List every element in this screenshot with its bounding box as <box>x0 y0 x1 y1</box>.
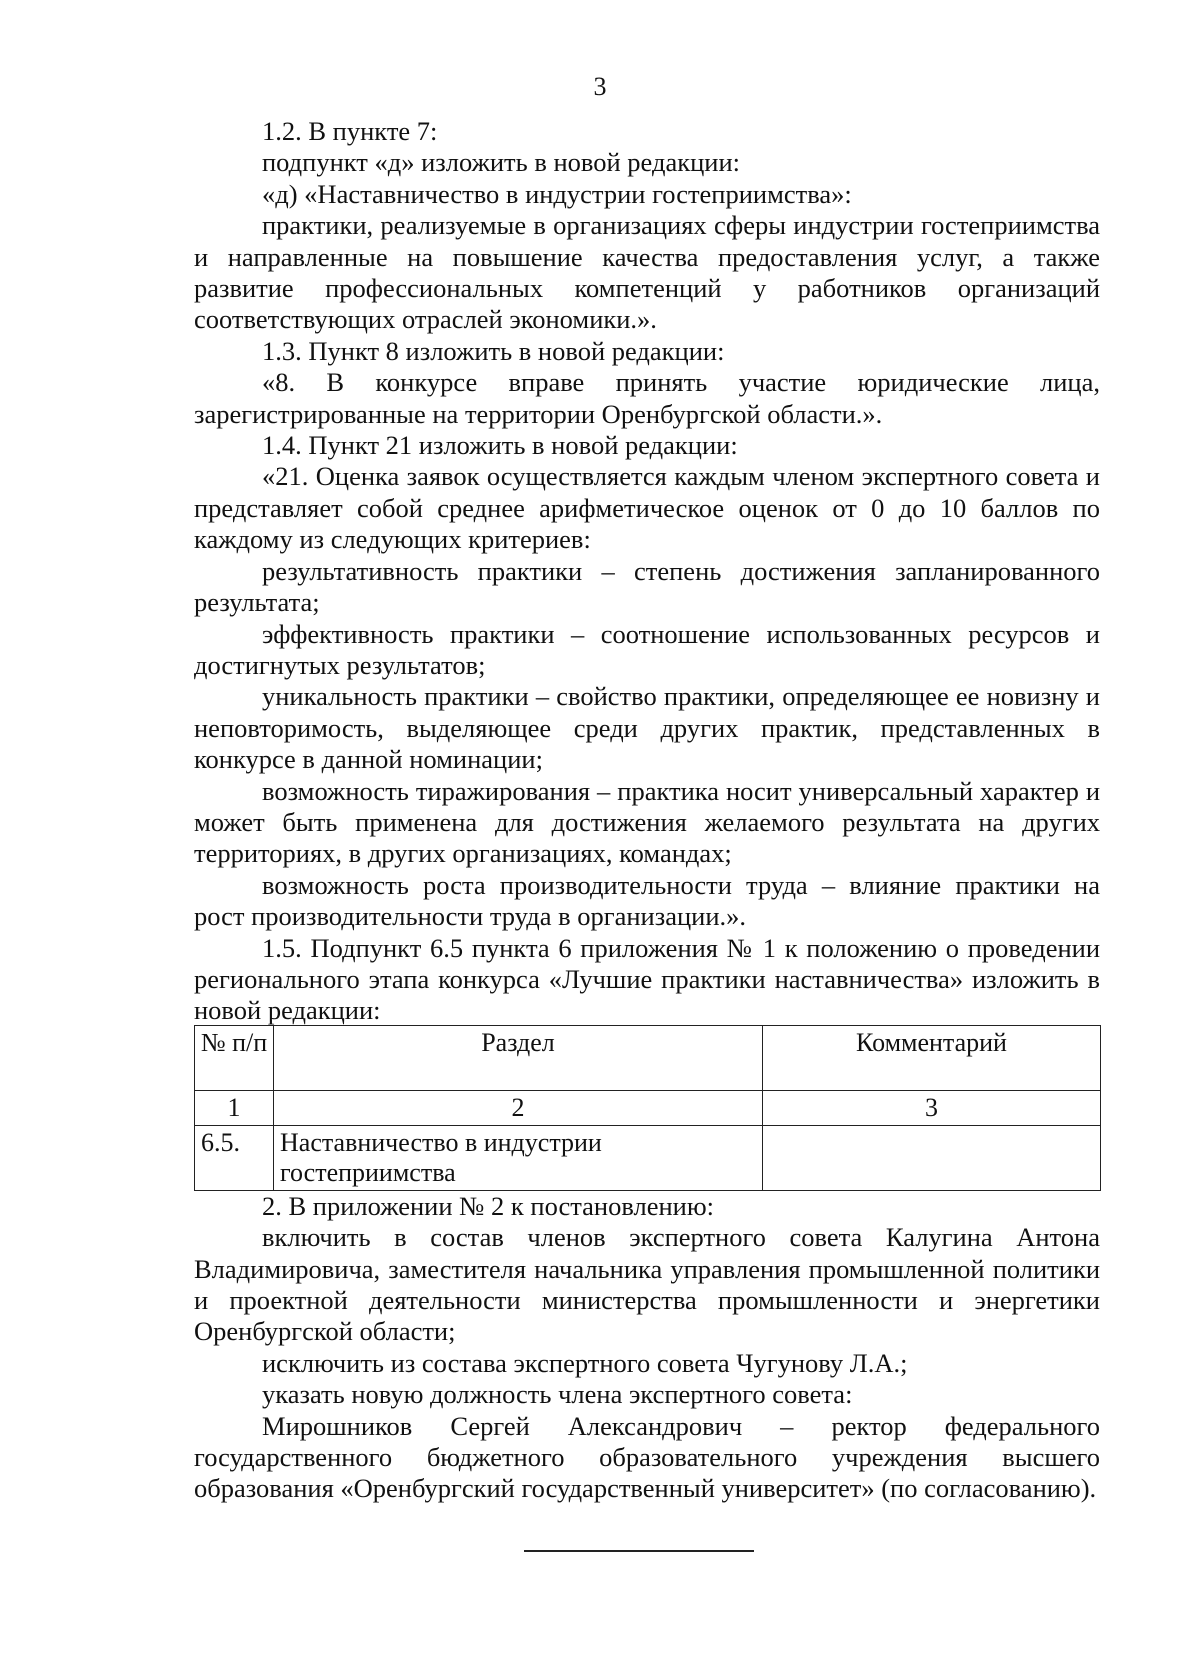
table-header-section: Раздел <box>274 1025 763 1090</box>
table-numbering-cell: 2 <box>274 1090 763 1125</box>
paragraph-exclude-member: исключить из состава экспертного совета Чугунову Л.А.; <box>262 1347 908 1378</box>
closing-line <box>524 1550 754 1552</box>
paragraph-point-8: «8. В конкурсе вправе принять участие юридические лица, зарегистрированные на территории Оренбургской области.». <box>194 367 1100 429</box>
paragraph-practices: практики, реализуемые в организациях сферы индустрии гостеприимства и направленные на повышение качества предоставления услуг, а также развитие профессиональных компетенций у работников организаций соответствующих отраслей экономики.». <box>194 210 1100 335</box>
table-cell-comment <box>763 1125 1101 1190</box>
table-header-number: № п/п <box>195 1025 274 1090</box>
section-table <box>194 1025 1101 1191</box>
table-header-comment: Комментарий <box>763 1025 1101 1090</box>
paragraph-1-3: 1.3. Пункт 8 изложить в новой редакции: <box>262 335 725 366</box>
paragraph-1-4: 1.4. Пункт 21 изложить в новой редакции: <box>262 430 738 461</box>
criterion-replicability: возможность тиражирования – практика носит универсальный характер и может быть применена для достижения желаемого результата на других территориях, в других организациях, командах; <box>194 775 1100 869</box>
table-numbering-cell: 3 <box>763 1090 1101 1125</box>
table-row <box>195 1125 1101 1190</box>
document-body <box>194 116 1100 1505</box>
paragraph-d-title: «д) «Наставничество в индустрии гостеприимства»: <box>262 178 852 209</box>
table-cell-number: 6.5. <box>195 1125 274 1190</box>
page-number: 3 <box>593 72 607 101</box>
paragraph-miroshnikov: Мирошников Сергей Александрович – ректор федерального государственного бюджетного образовательного учреждения высшего образования «Оренбургский государственный университет» (по согласованию). <box>194 1410 1100 1504</box>
paragraph-2: 2. В приложении № 2 к постановлению: <box>262 1190 715 1221</box>
table-numbering-row <box>195 1090 1101 1125</box>
criterion-productivity: возможность роста производительности труда – влияние практики на рост производительности труда в организации.». <box>194 869 1100 932</box>
table-cell-section: Наставничество в индустрии гостеприимства <box>274 1125 763 1190</box>
paragraph-1-5: 1.5. Подпункт 6.5 пункта 6 приложения № 1 к положению о проведении регионального этапа конкурса «Лучшие практики наставничества» изложить в новой редакции: <box>194 932 1100 1026</box>
criterion-efficiency: эффективность практики – соотношение использованных ресурсов и достигнутых результатов; <box>194 618 1100 680</box>
paragraph-point-21: «21. Оценка заявок осуществляется каждым членом экспертного совета и представляет собой среднее арифметическое оценок от 0 до 10 баллов по каждому из следующих критериев: <box>194 461 1100 555</box>
criterion-uniqueness: уникальность практики – свойство практики, определяющее ее новизну и неповторимость, выделяющее среди других практик, представленных в конкурсе в данной номинации; <box>194 681 1100 775</box>
paragraph-new-position: указать новую должность члена экспертного совета: <box>262 1379 853 1410</box>
paragraph-1-2: 1.2. В пункте 7: <box>262 116 438 146</box>
table-header-row <box>195 1025 1101 1090</box>
paragraph-subpoint-d: подпункт «д» изложить в новой редакции: <box>262 147 740 178</box>
table-numbering-cell: 1 <box>195 1090 274 1125</box>
paragraph-include-member: включить в состав членов экспертного совета Калугина Антона Владимировича, заместителя начальника управления промышленной политики и проектной деятельности министерства промышленности и энергетики Оренбургской области; <box>194 1222 1100 1347</box>
criterion-effectiveness: результативность практики – степень достижения запланированного результата; <box>194 555 1100 618</box>
